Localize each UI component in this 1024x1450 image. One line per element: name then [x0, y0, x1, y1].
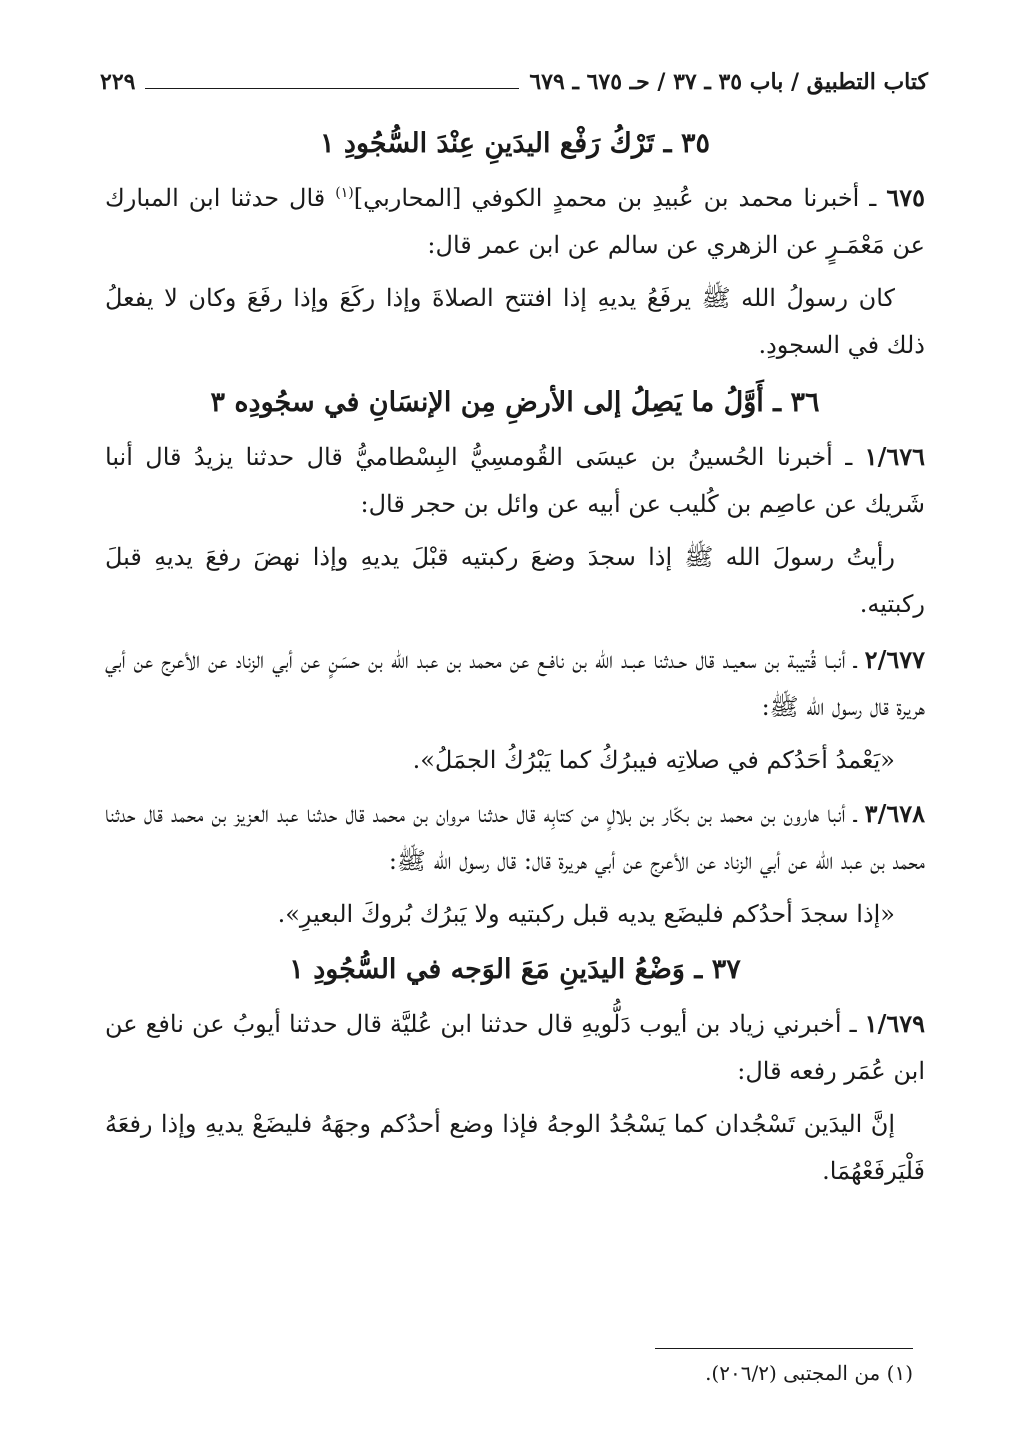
hadith-678-isnad	[105, 790, 925, 885]
hadith-number: ٣/٦٧٨	[864, 799, 925, 828]
section-title-35: ٣٥ ـ تَرْكُ رَفْع اليدَينِ عِنْدَ السُّجُودِ ١	[320, 128, 710, 159]
hadith-number: ٦٧٥	[886, 183, 925, 212]
hadith-676-isnad	[105, 433, 925, 528]
hadith-678-matn: «إذا سجدَ أحدُكم فليضَع يديه قبل ركبتيه ولا يَبرُك بُروكَ البعيرِ».	[277, 900, 895, 928]
hadith-675-isnad	[105, 174, 925, 269]
section-title-37: ٣٧ ـ وَضْعُ اليدَينِ مَعَ الوَجه في السُّجُودِ ١	[289, 954, 741, 985]
header-title: كتاب التطبيق / باب ٣٥ ـ ٣٧ / حـ ٦٧٥ ـ ٦٧٩	[529, 69, 928, 95]
main-text	[105, 118, 925, 1203]
section-title-36: ٣٦ ـ أَوَّلُ ما يَصِلُ إلى الأرضِ مِن الإنسَانِ في سجُودِه ٣	[210, 387, 820, 418]
hadith-679-matn: إنَّ اليدَين تَسْجُدان كما يَسْجُدُ الوجهُ فإذا وضع أحدُكم وجهَهُ فليضَعْ يديهِ وإذا رفعَهُ فَلْيَرفَعْهُمَا.	[105, 1110, 925, 1185]
hadith-number: ١/٦٧٦	[864, 442, 925, 471]
isnad-text: ـ أخبرني زياد بن أيوب دَلُّويهِ قال حدثنا ابن عُليَّة قال حدثنا أيوبُ عن نافع عن ابن عُمَر رفعه قال:	[105, 1010, 925, 1085]
hadith-number: ١/٦٧٩	[864, 1009, 925, 1038]
isnad-text: قال حدثنا ابن المبارك عن مَعْمَـرٍ عن الزهري عن سالم عن ابن عمر قال:	[105, 184, 925, 259]
hadith-679-isnad	[105, 1000, 925, 1095]
hadith-677-isnad	[105, 636, 925, 731]
hadith-676-matn: رأيتُ رسولَ الله ﷺ إذا سجدَ وضعَ ركبتيه قبْلَ يديهِ وإذا نهضَ رفعَ يديهِ قبلَ ركبتيه.	[105, 543, 925, 618]
isnad-text: ـ أنبـا قُتيبة بن سعيـد قال حـدثنا عبـد الله بن نافـع عن محمد بن عبد الله بن حسَنٍ عن أبي الزناد عن الأعرج عن أبي هريرة قال رسول الله ﷺ:	[105, 646, 925, 721]
header-rule	[145, 88, 519, 89]
footnote-marker[interactable]: (١)	[335, 185, 354, 201]
isnad-text: ـ أخبرنا الحُسينُ بن عيسَى القُومسِيُّ البِسْطاميُّ قال حدثنا يزيدُ قال أنبا شَريك عن عاصِم بن كُليب عن أبيه عن وائل بن حجر قال:	[105, 443, 925, 518]
hadith-677-matn: «يَعْمدُ أحَدُكم في صلاتِه فيبرُكُ كما يَبْرُكُ الجمَلُ».	[412, 746, 895, 774]
footnote-divider	[655, 1348, 913, 1349]
hadith-number: ٢/٦٧٧	[864, 645, 925, 674]
hadith-675-matn: كان رسولُ الله ﷺ يرفَعُ يديهِ إذا افتتح الصلاةَ وإذا ركَعَ وإذا رفَعَ وكان لا يفعلُ ذلك في السجودِ.	[105, 284, 925, 359]
running-header	[100, 62, 928, 102]
isnad-text: ـ أنبا هارون بن محمد بن بكّار بن بلالٍ من كتابِه قال حدثنا مروان بن محمد قال حدثنا عبد العزيز بن محمد قال حدثنا محمد بن عبد الله عن أبي الزناد عن الأعرج عن أبي هريرة قال: قال رسول الله ﷺ:	[105, 800, 925, 875]
page-number: ٢٢٩	[100, 69, 136, 95]
footnote: (١) من المجتبى (٢٠٦/٢).	[705, 1361, 913, 1385]
isnad-text: ـ أخبرنا محمد بن عُبيدِ بن محمدٍ الكوفي [المحاربي]	[353, 184, 887, 212]
